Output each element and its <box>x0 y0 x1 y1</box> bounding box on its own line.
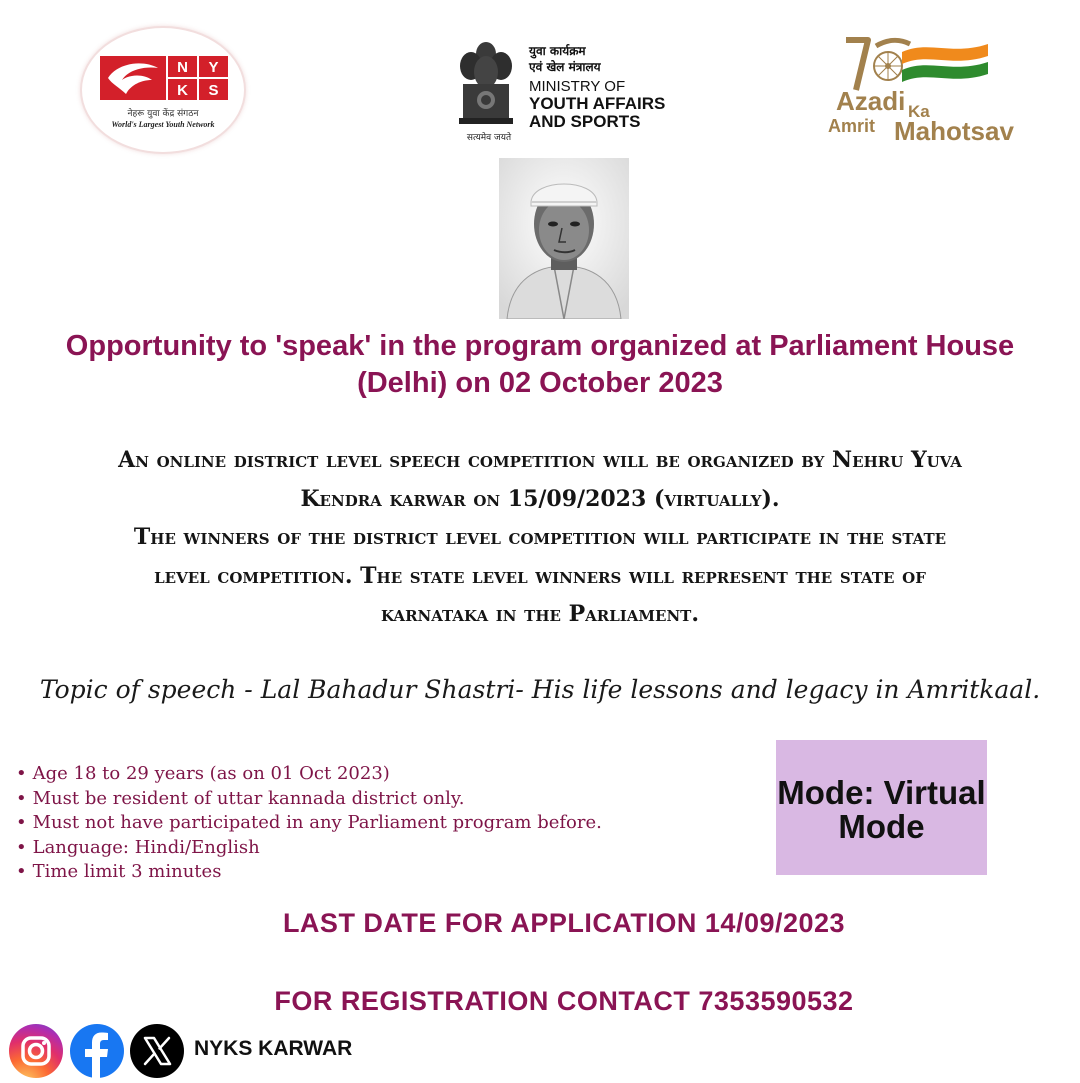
list-item <box>16 811 716 836</box>
footer-label: NYKS KARWAR <box>194 1037 353 1060</box>
list-item <box>16 762 716 787</box>
bullet-icon: • <box>16 763 27 784</box>
description-line: An online district level speech competition will be organized by Nehru Yuva <box>118 447 962 473</box>
mode-box <box>776 740 987 875</box>
portrait-photo <box>499 158 629 319</box>
nyks-letter-n: N <box>177 59 188 76</box>
azadi-ka-amrit-mahotsav-logo <box>826 34 1026 146</box>
description-paragraph <box>8 441 1072 634</box>
nyks-letter-k: K <box>177 82 188 99</box>
nyks-logo <box>80 26 246 154</box>
ministry-english-line2: YOUTH AFFAIRS <box>529 94 666 113</box>
eligibility-text: Must not have participated in any Parliament program before. <box>32 812 602 833</box>
description-line: Kendra karwar on 15/09/2023 (virtually). <box>300 485 780 512</box>
eligibility-list <box>16 762 716 885</box>
ministry-logo <box>449 36 675 146</box>
mode-label: Mode: Virtual Mode <box>777 774 986 845</box>
speech-topic: Topic of speech - Lal Bahadur Shastri- His life lessons and legacy in Amritkaal. <box>39 675 1041 704</box>
amrit-word: Amrit <box>828 116 876 136</box>
description-line: karnataka in the Parliament. <box>381 601 699 627</box>
description-line: The winners of the district level competition will participate in the state <box>133 524 947 550</box>
registration-contact: FOR REGISTRATION CONTACT 7353590532 <box>274 986 854 1016</box>
ministry-english-line3: AND SPORTS <box>529 112 641 131</box>
person-portrait-icon <box>499 158 629 319</box>
description-line: level competition. The state level winners will represent the state of <box>154 562 926 589</box>
bullet-icon: • <box>16 787 27 809</box>
nyks-hindi-name: नेहरू युवा केंद्र संगठन <box>127 109 199 119</box>
bullet-icon: • <box>16 812 27 833</box>
ministry-hindi-line1: युवा कार्यक्रम <box>529 44 586 58</box>
azadi-word: Azadi <box>836 86 906 116</box>
list-item <box>16 787 716 812</box>
ministry-english-line1: MINISTRY OF <box>529 78 626 95</box>
headline: Opportunity to 'speak' in the program organized at Parliament House (Delhi) on 02 October 2023 <box>65 330 1015 399</box>
list-item <box>16 836 716 861</box>
facebook-icon[interactable] <box>70 1024 124 1078</box>
bullet-icon: • <box>16 836 27 858</box>
mahotsav-word: Mahotsav <box>894 116 1014 146</box>
nyks-emblem-icon <box>100 54 228 102</box>
nyks-letter-s: S <box>208 82 219 99</box>
bullet-icon: • <box>16 861 27 882</box>
eligibility-text: Must be resident of uttar kannada district only. <box>32 787 465 809</box>
eligibility-text: Time limit 3 minutes <box>32 861 222 882</box>
emblem-motto: सत्यमेव जयते <box>466 133 512 143</box>
list-item <box>16 860 716 885</box>
x-icon[interactable] <box>130 1024 184 1078</box>
eligibility-text: Age 18 to 29 years (as on 01 Oct 2023) <box>32 763 390 784</box>
ka-word: Ka <box>908 102 930 121</box>
nyks-letter-y: Y <box>208 59 219 76</box>
instagram-icon[interactable] <box>9 1024 63 1078</box>
national-emblem-icon <box>455 36 517 136</box>
last-date-notice: LAST DATE FOR APPLICATION 14/09/2023 <box>282 908 846 938</box>
eligibility-text: Language: Hindi/English <box>32 836 260 858</box>
ministry-hindi-line2: एवं खेल मंत्रालय <box>529 60 601 74</box>
nyks-tagline: World's Largest Youth Network <box>111 120 215 129</box>
